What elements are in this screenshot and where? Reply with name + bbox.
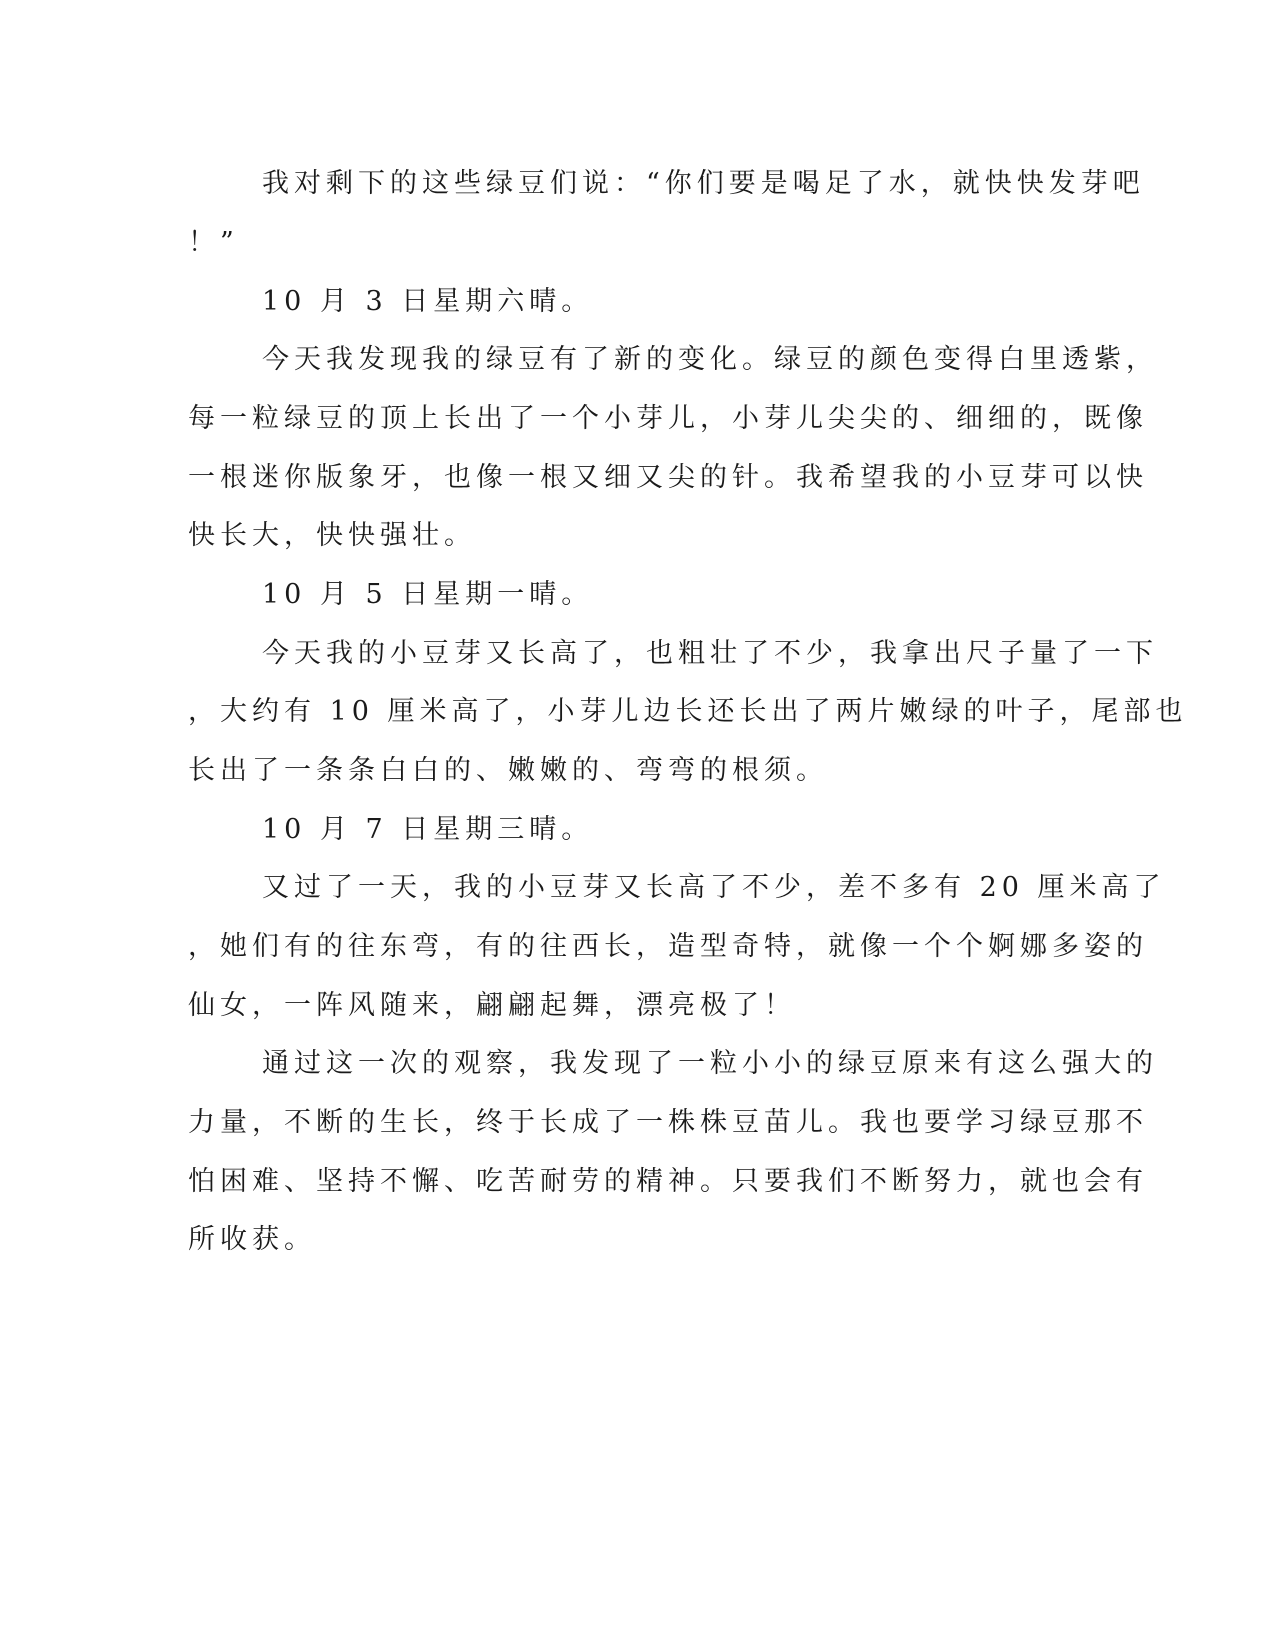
date-heading: 10 月 7 日星期三晴。	[262, 814, 594, 845]
paragraph-line: 怕困难、坚持不懈、吃苦耐劳的精神。只要我们不断努力，就也会有	[188, 1166, 1148, 1197]
paragraph-line: 长出了一条条白白的、嫩嫩的、弯弯的根须。	[188, 755, 828, 786]
paragraph-line: 所收获。	[188, 1224, 316, 1255]
paragraph-line: 今天我的小豆芽又长高了，也粗壮了不少，我拿出尺子量了一下	[262, 638, 1158, 669]
paragraph-line: 一根迷你版象牙，也像一根又细又尖的针。我希望我的小豆芽可以快	[188, 462, 1148, 493]
paragraph-line: 我对剩下的这些绿豆们说：“你们要是喝足了水，就快快发芽吧	[262, 168, 1145, 199]
paragraph-line: ，大约有 10 厘米高了，小芽儿边长还长出了两片嫩绿的叶子，尾部也	[188, 696, 1188, 727]
date-heading: 10 月 3 日星期六晴。	[262, 286, 594, 317]
paragraph-line: 仙女，一阵风随来，翩翩起舞，漂亮极了！	[188, 990, 796, 1021]
paragraph-line: ！”	[188, 227, 239, 258]
paragraph-line: 通过这一次的观察，我发现了一粒小小的绿豆原来有这么强大的	[262, 1048, 1158, 1079]
paragraph-line: 每一粒绿豆的顶上长出了一个小芽儿，小芽儿尖尖的、细细的，既像	[188, 403, 1148, 434]
paragraph-line: 又过了一天，我的小豆芽又长高了不少，差不多有 20 厘米高了	[262, 872, 1166, 903]
paragraph-line: 快长大，快快强壮。	[188, 520, 476, 551]
paragraph-line: ，她们有的往东弯，有的往西长，造型奇特，就像一个个婀娜多姿的	[188, 931, 1148, 962]
date-heading: 10 月 5 日星期一晴。	[262, 579, 594, 610]
paragraph-line: 今天我发现我的绿豆有了新的变化。绿豆的颜色变得白里透紫，	[262, 344, 1158, 375]
paragraph-line: 力量，不断的生长，终于长成了一株株豆苗儿。我也要学习绿豆那不	[188, 1107, 1148, 1138]
